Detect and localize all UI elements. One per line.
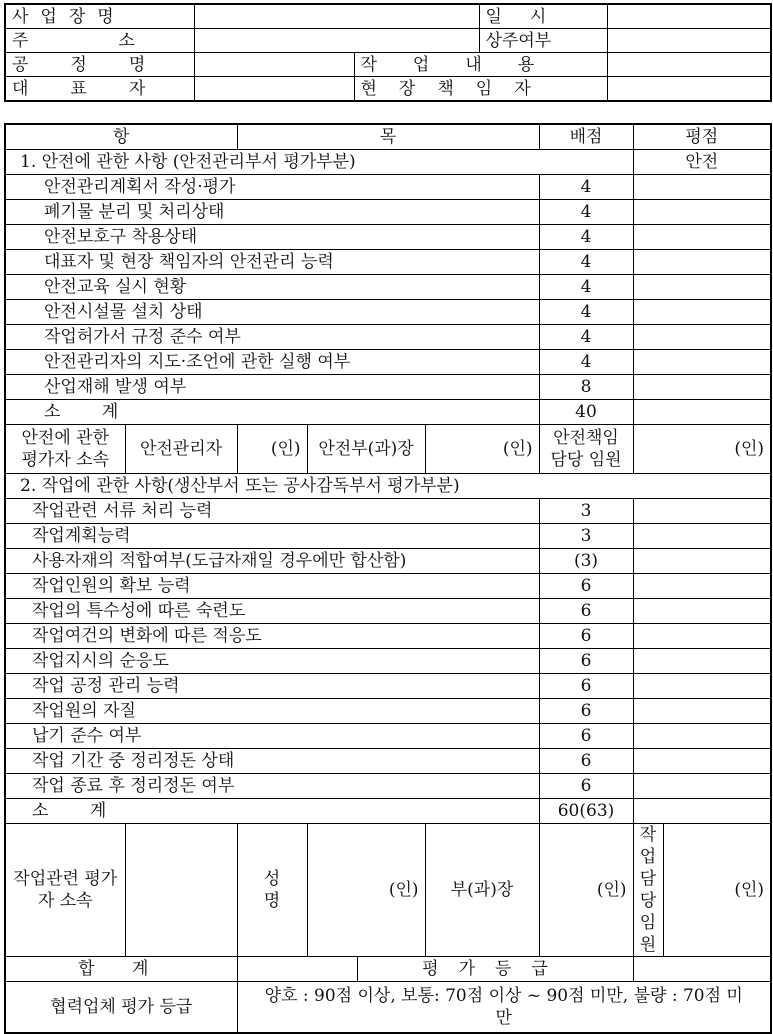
date-value[interactable]: [607, 4, 771, 29]
item-column-header-2: 목: [237, 124, 539, 150]
process-label: 공정명: [5, 53, 194, 77]
item-label: 사용자재의 적합여부(도급자재일 경우에만 합산함): [5, 549, 539, 574]
safety-officer-label: 안전책임담당 임원: [539, 425, 633, 474]
item-points: 4: [539, 250, 633, 275]
safety-manager-label: 안전관리자: [125, 425, 237, 474]
safety-subtotal-label: 소 계: [5, 400, 539, 425]
item-points: 4: [539, 275, 633, 300]
rating-cell[interactable]: [633, 549, 771, 574]
rating-cell[interactable]: [633, 499, 771, 524]
total-label: 합 계: [5, 957, 237, 982]
table-row: [5, 774, 771, 799]
table-row: [5, 699, 771, 724]
item-label: 작업여건의 변화에 따른 적응도: [5, 624, 539, 649]
work-name-seal[interactable]: (인): [307, 824, 425, 957]
rating-cell[interactable]: [633, 200, 771, 225]
business-name-label: 사업장명: [5, 4, 194, 29]
table-row: [5, 549, 771, 574]
item-label: 대표자 및 현장 책임자의 안전관리 능력: [5, 250, 539, 275]
table-row: [5, 599, 771, 624]
table-row: [5, 624, 771, 649]
rating-cell[interactable]: [633, 749, 771, 774]
work-content-value[interactable]: [607, 53, 771, 77]
table-row: [5, 724, 771, 749]
item-label: 작업인원의 확보 능력: [5, 574, 539, 599]
work-subtotal-label: 소 계: [5, 799, 539, 824]
item-label: 안전시설물 설치 상태: [5, 300, 539, 325]
header-table: [4, 3, 772, 102]
item-points: 4: [539, 200, 633, 225]
rating-cell[interactable]: [633, 574, 771, 599]
item-points: 6: [539, 774, 633, 799]
site-manager-value[interactable]: [607, 77, 771, 102]
item-points: 6: [539, 624, 633, 649]
item-label: 작업지시의 순응도: [5, 649, 539, 674]
item-points: 6: [539, 599, 633, 624]
rating-cell[interactable]: [633, 375, 771, 400]
table-row: [5, 200, 771, 225]
item-label: 안전관리자의 지도·조언에 관한 실행 여부: [5, 350, 539, 375]
work-dept-head-label: 부(과)장: [425, 824, 539, 957]
item-points: 4: [539, 225, 633, 250]
item-label: 작업계획능력: [5, 524, 539, 549]
item-points: 4: [539, 350, 633, 375]
work-dept-head-seal[interactable]: (인): [539, 824, 633, 957]
points-column-header: 배점: [539, 124, 633, 150]
rating-cell[interactable]: [633, 225, 771, 250]
representative-label: 대표자: [5, 77, 194, 102]
rating-cell[interactable]: [633, 175, 771, 200]
resident-value[interactable]: [607, 29, 771, 53]
safety-dept-head-seal[interactable]: (인): [425, 425, 539, 474]
work-subtotal-points: 60(63): [539, 799, 633, 824]
site-manager-label: 현장책임자: [354, 77, 607, 102]
rating-cell[interactable]: [633, 300, 771, 325]
work-content-label: 작업내용: [354, 53, 607, 77]
evaluation-table: [4, 123, 772, 1034]
grade-label: 평가등급: [357, 957, 633, 982]
item-label: 작업원의 자질: [5, 699, 539, 724]
item-label: 작업허가서 규정 준수 여부: [5, 325, 539, 350]
item-label: 작업 종료 후 정리정돈 여부: [5, 774, 539, 799]
work-subtotal-rating[interactable]: [633, 799, 771, 824]
item-label: 폐기물 분리 및 처리상태: [5, 200, 539, 225]
table-row: [5, 574, 771, 599]
rating-cell[interactable]: [633, 275, 771, 300]
work-evaluator-value[interactable]: [125, 824, 237, 957]
item-label: 납기 준수 여부: [5, 724, 539, 749]
item-points: 3: [539, 524, 633, 549]
work-section-title: 2. 작업에 관한 사항(생산부서 또는 공사감독부서 평가부분): [5, 474, 771, 499]
business-name-value[interactable]: [194, 4, 479, 29]
table-row: [5, 674, 771, 699]
item-label: 작업관련 서류 처리 능력: [5, 499, 539, 524]
resident-label: 상주여부: [479, 29, 607, 53]
rating-cell[interactable]: [633, 250, 771, 275]
table-row: [5, 524, 771, 549]
safety-subtotal-rating[interactable]: [633, 400, 771, 425]
item-column-header: 항: [5, 124, 237, 150]
safety-officer-seal[interactable]: (인): [633, 425, 771, 474]
grade-value[interactable]: [633, 957, 771, 982]
item-points: 4: [539, 325, 633, 350]
rating-cell[interactable]: [633, 325, 771, 350]
rating-cell[interactable]: [633, 624, 771, 649]
table-row: [5, 325, 771, 350]
table-row: [5, 375, 771, 400]
item-label: 안전교육 실시 현황: [5, 275, 539, 300]
table-row: [5, 749, 771, 774]
item-label: 안전보호구 착용상태: [5, 225, 539, 250]
item-points: 3: [539, 499, 633, 524]
table-row: [5, 350, 771, 375]
item-points: 6: [539, 724, 633, 749]
safety-manager-seal[interactable]: (인): [237, 425, 307, 474]
process-value[interactable]: [194, 53, 354, 77]
rating-cell[interactable]: [633, 649, 771, 674]
rating-cell[interactable]: [633, 599, 771, 624]
table-row: [5, 300, 771, 325]
partner-grade-label: 협력업체 평가 등급: [5, 982, 237, 1034]
table-row: [5, 499, 771, 524]
item-points: 6: [539, 649, 633, 674]
item-label: 작업 기간 중 정리정돈 상태: [5, 749, 539, 774]
address-label: 주소: [5, 29, 194, 53]
rating-column-header: 평점: [633, 124, 771, 150]
rating-cell[interactable]: [633, 724, 771, 749]
safety-evaluator-label: 안전에 관한 평가자 소속: [5, 425, 125, 474]
safety-section-title: 1. 안전에 관한 사항 (안전관리부서 평가부분): [5, 150, 633, 175]
item-points: 8: [539, 375, 633, 400]
rating-cell[interactable]: [633, 774, 771, 799]
table-row: [5, 649, 771, 674]
table-row: [5, 225, 771, 250]
item-label: 작업의 특수성에 따른 숙련도: [5, 599, 539, 624]
representative-value[interactable]: [194, 77, 354, 102]
rating-cell[interactable]: [633, 524, 771, 549]
work-officer-label: 작업담당임원: [633, 824, 663, 957]
rating-cell[interactable]: [633, 699, 771, 724]
total-value[interactable]: [237, 957, 357, 982]
rating-cell[interactable]: [633, 350, 771, 375]
safety-subtotal-points: 40: [539, 400, 633, 425]
item-points: (3): [539, 549, 633, 574]
work-evaluator-label: 작업관련 평가자 소속: [5, 824, 125, 957]
item-points: 6: [539, 699, 633, 724]
table-row: [5, 250, 771, 275]
table-row: [5, 275, 771, 300]
item-label: 작업 공정 관리 능력: [5, 674, 539, 699]
address-value[interactable]: [194, 29, 479, 53]
work-name-label: 성명: [237, 824, 307, 957]
work-officer-seal[interactable]: (인): [663, 824, 771, 957]
item-points: 6: [539, 749, 633, 774]
item-points: 6: [539, 574, 633, 599]
grade-criteria: 양호 : 90점 이상, 보통: 70점 이상 ~ 90점 미만, 불량 : 70점 미만: [237, 982, 771, 1034]
item-label: 안전관리계획서 작성·평가: [5, 175, 539, 200]
item-points: 4: [539, 175, 633, 200]
date-label: 일시: [479, 4, 607, 29]
table-row: [5, 175, 771, 200]
safety-dept-head-label: 안전부(과)장: [307, 425, 425, 474]
item-points: 4: [539, 300, 633, 325]
item-label: 산업재해 발생 여부: [5, 375, 539, 400]
safety-rating-header: 안전: [633, 150, 771, 175]
item-points: 6: [539, 674, 633, 699]
rating-cell[interactable]: [633, 674, 771, 699]
